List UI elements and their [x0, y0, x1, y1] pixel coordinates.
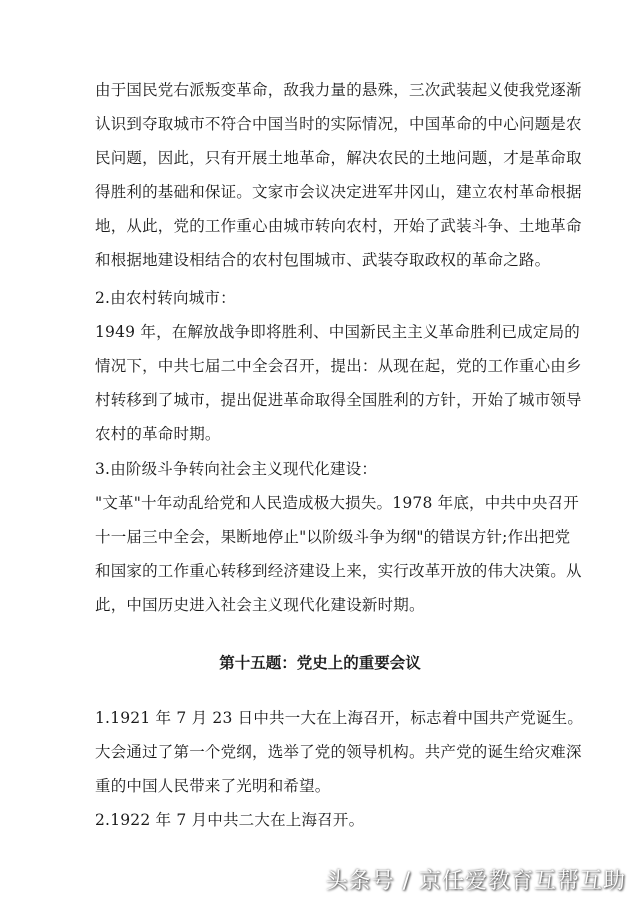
text-line: 1949 年，在解放战争即将胜利、中国新民主主义革命胜利已成定局的: [95, 323, 580, 341]
text-line: 民问题，因此，只有开展土地革命，解决农民的土地问题，才是革命取: [95, 149, 582, 167]
text-line: 和根据地建设相结合的农村包围城市、武装夺取政权的革命之路。: [95, 251, 551, 269]
item-3-title: [95, 452, 555, 486]
text-line: 由于国民党右派叛变革命，敌我力量的悬殊，三次武装起义使我党逐渐: [95, 81, 582, 99]
text-line: 2.1922 年 7 月中共二大在上海召开。: [95, 811, 365, 829]
paragraph-modernization: [95, 486, 582, 622]
text-line: 此，中国历史进入社会主义现代化建设新时期。: [95, 596, 425, 614]
paragraph-revolution-road: [95, 73, 582, 277]
section-heading: 第十五题：党史上的重要会议: [219, 654, 421, 672]
text-line: 认识到夺取城市不符合中国当时的实际情况，中国革命的中心问题是农: [95, 115, 582, 133]
text-line: 农村的革命时期。: [95, 425, 221, 443]
item-2-title: [95, 281, 555, 315]
text-line: 得胜利的基础和保证。文家市会议决定进军井冈山，建立农村革命根据: [95, 183, 582, 201]
text-line: 重的中国人民带来了光明和希望。: [95, 777, 331, 795]
text-line: 大会通过了第一个党纲，选举了党的领导机构。共产党的诞生给灾难深: [95, 743, 582, 761]
paragraph-rural-to-urban: [95, 315, 582, 451]
text-line: 和国家的工作重心转移到经济建设上来，实行改革开放的伟大决策。从: [95, 562, 582, 580]
paragraph-second-congress: [95, 803, 555, 837]
text-line: "文革"十年动乱给党和人民造成极大损失。1978 年底，中共中央召开: [95, 494, 579, 512]
paragraph-first-congress: [95, 701, 584, 803]
text-line: 2.由农村转向城市：: [95, 289, 236, 307]
text-line: 情况下，中共七届二中全会召开，提出：从现在起，党的工作重心由乡: [95, 357, 582, 375]
text-line: 3.由阶级斗争转向社会主义现代化建设：: [95, 460, 378, 478]
watermark: 头条号 / 京任爱教育互帮互助: [325, 869, 626, 894]
text-line: 地，从此，党的工作重心由城市转向农村，开始了武装斗争、土地革命: [95, 217, 582, 235]
text-line: 1.1921 年 7 月 23 日中共一大在上海召开，标志着中国共产党诞生。: [95, 709, 584, 727]
text-line: 十一届三中全会，果断地停止"以阶级斗争为纲"的错误方针;作出把党: [95, 528, 571, 546]
text-line: 村转移到了城市，提出促进革命取得全国胜利的方针，开始了城市领导: [95, 391, 582, 409]
